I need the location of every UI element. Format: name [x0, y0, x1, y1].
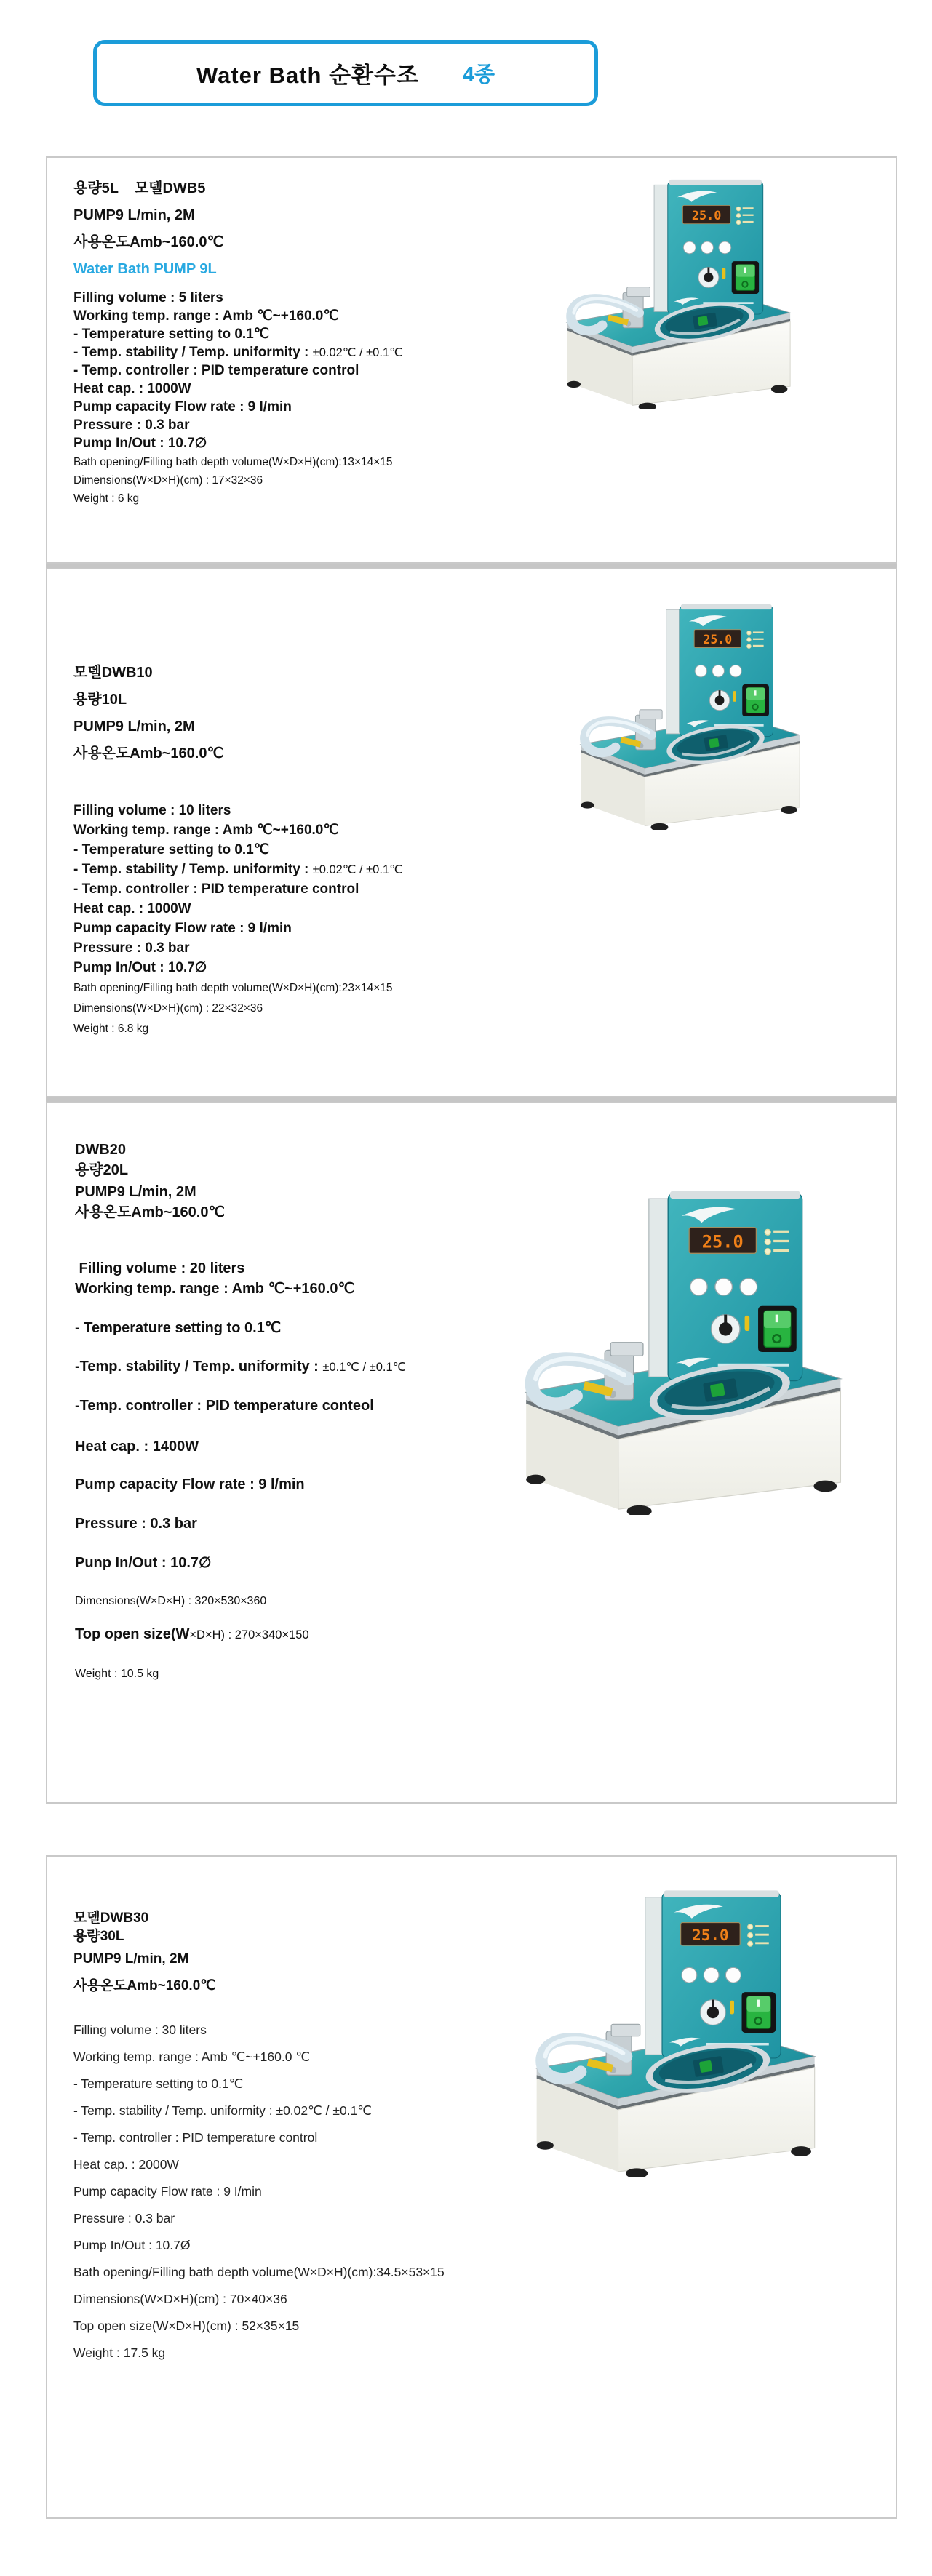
capacity-line: 용량20L — [75, 1162, 129, 1178]
bath-opening-line: Bath opening/Filling bath depth volume(W×D×H)(cm):23×14×15 — [73, 982, 393, 994]
temp-range-line: 사용온도Amb~160.0℃ — [75, 1204, 225, 1220]
page-title: Water Bath 순환수조 — [196, 63, 419, 88]
spec-line: -Temp. stability / Temp. uniformity : ±0.1℃ / ±0.1℃ — [75, 1359, 407, 1375]
spec-line: - Temperature setting to 0.1℃ — [75, 1320, 282, 1336]
weight-line: Weight : 17.5 kg — [73, 2345, 166, 2360]
spec-line: Filling volume : 10 liters — [73, 803, 231, 818]
spec-line: - Temp. stability / Temp. uniformity : ±0.02℃ / ±0.1℃ — [73, 862, 403, 877]
spec-line: Pump capacity Flow rate : 9 l/min — [73, 399, 292, 415]
spec-line: Filling volume : 20 liters — [75, 1260, 245, 1276]
thermometer-icon — [730, 2001, 734, 2015]
product-section-dwb20 — [46, 1102, 897, 1804]
product-section-dwb10 — [46, 568, 897, 1097]
product-photo-dwb30 — [509, 1889, 835, 2177]
spec-line: -Temp. controller : PID temperature conteol — [75, 1398, 374, 1414]
indicator-lamps — [736, 207, 741, 224]
spec-line: Pressure : 0.3 bar — [73, 2211, 175, 2225]
control-buttons — [682, 1967, 741, 1983]
product-photo-dwb20 — [506, 1189, 853, 1515]
spec-line: - Temp. controller : PID temperature control — [73, 2130, 318, 2145]
model-line: DWB20 — [75, 1142, 127, 1158]
spec-line: Working temp. range : Amb ℃~+160.0 ℃ — [73, 2049, 310, 2064]
top-open-size-line: Top open size(W×D×H)(cm) : 52×35×15 — [73, 2319, 300, 2333]
dimensions-line: Dimensions(W×D×H)(cm) : 22×32×36 — [73, 1002, 263, 1015]
temperature-display-value: 25.0 — [691, 208, 722, 223]
model-line: 모델DWB30 — [73, 1911, 149, 1926]
controller-head — [654, 180, 763, 314]
bath-opening-line: Bath opening/Filling bath depth volume(W×D×H)(cm):13×14×15 — [73, 456, 393, 468]
controller-head — [645, 1890, 781, 2058]
product-photo-dwb10 — [542, 603, 833, 830]
spec-line: Pump capacity Flow rate : 9 l/min — [75, 1476, 305, 1492]
pump-line: PUMP9 L/min, 2M — [73, 1951, 189, 1967]
small-spec-list — [73, 453, 403, 508]
spec-line: - Temperature setting to 0.1℃ — [73, 2076, 244, 2091]
spec-line: Pump In/Out : 10.7Ø — [73, 2238, 191, 2252]
top-open-size-line: Top open size(W×D×H) : 270×340×150 — [75, 1626, 309, 1642]
thermometer-icon — [745, 1316, 750, 1331]
dimensions-line: Dimensions(W×D×H)(cm) : 70×40×36 — [73, 2292, 287, 2306]
temperature-display-value: 25.0 — [701, 1231, 744, 1252]
capacity-line: 용량10L — [73, 692, 127, 708]
temp-range-line: 사용온도Amb~160.0℃ — [73, 745, 223, 761]
indicator-lamps — [748, 1924, 753, 1946]
dimensions-line: Dimensions(W×D×H)(cm) : 17×32×36 — [73, 474, 263, 487]
weight-line: Weight : 6.8 kg — [73, 1023, 149, 1035]
spec-list — [73, 289, 403, 452]
spec-line: Pump capacity Flow rate : 9 l/min — [73, 921, 292, 936]
dimensions-line: Dimensions(W×D×H) : 320×530×360 — [75, 1595, 267, 1607]
weight-line: Weight : 10.5 kg — [75, 1668, 159, 1680]
temp-range-line: 사용온도Amb~160.0℃ — [73, 1978, 216, 1993]
spec-line: Heat cap. : 1000W — [73, 381, 191, 396]
small-spec-list — [73, 978, 403, 1039]
spec-line: Pump In/Out : 10.7∅ — [73, 960, 207, 975]
spec-line: Pressure : 0.3 bar — [75, 1516, 197, 1532]
indicator-lamps — [747, 631, 752, 649]
product-section-dwb30 — [46, 1855, 897, 2519]
spec-line: Heat cap. : 1400W — [75, 1439, 199, 1455]
water-bath-illustration — [542, 603, 833, 830]
product-subtitle: Water Bath PUMP 9L — [73, 261, 217, 277]
product-info-dwb30 — [73, 1909, 445, 2367]
spec-line: Filling volume : 5 liters — [73, 290, 223, 305]
spec-line: Heat cap. : 2000W — [73, 2157, 179, 2172]
thermometer-icon — [733, 691, 736, 702]
pump-line: PUMP9 L/min, 2M — [75, 1184, 196, 1200]
spec-line: Working temp. range : Amb ℃~+160.0℃ — [75, 1281, 354, 1297]
spec-line: Pump capacity Flow rate : 9 I/min — [73, 2184, 262, 2199]
spec-line: Working temp. range : Amb ℃~+160.0℃ — [73, 308, 339, 324]
product-photo-dwb5 — [559, 178, 793, 409]
spec-line: - Temperature setting to 0.1℃ — [73, 327, 270, 342]
spec-line: - Temp. controller : PID temperature control — [73, 363, 359, 378]
page-header — [93, 40, 598, 106]
spec-line: - Temperature setting to 0.1℃ — [73, 842, 270, 857]
spec-line: Working temp. range : Amb ℃~+160.0℃ — [73, 823, 339, 838]
spec-line: - Temp. controller : PID temperature control — [73, 881, 359, 897]
water-bath-illustration — [509, 1889, 835, 2177]
water-bath-illustration — [506, 1189, 853, 1515]
model-count-badge: 4종 — [462, 63, 495, 87]
spec-line: Punp In/Out : 10.7∅ — [75, 1555, 212, 1571]
spec-line: Pressure : 0.3 bar — [73, 417, 190, 433]
spec-list — [73, 801, 403, 977]
controller-head — [649, 1191, 802, 1381]
bath-opening-line: Bath opening/Filling bath depth volume(W×D×H)(cm):34.5×53×15 — [73, 2265, 445, 2279]
product-section-dwb5 — [46, 156, 897, 564]
product-info-dwb5 — [73, 175, 403, 508]
spec-line: - Temp. stability / Temp. uniformity : ±0.02℃ / ±0.1℃ — [73, 2103, 372, 2118]
weight-line: Weight : 6 kg — [73, 492, 140, 505]
spec-list — [73, 2017, 445, 2367]
capacity-model-line: 용량5L 모델DWB5 — [73, 180, 206, 196]
temperature-display-value: 25.0 — [692, 1927, 729, 1945]
product-info-dwb10 — [73, 660, 403, 1039]
model-line: 모델DWB10 — [73, 665, 153, 681]
spec-line: Heat cap. : 1000W — [73, 901, 191, 916]
control-buttons — [683, 241, 730, 254]
capacity-line: 용량30L — [73, 1929, 124, 1944]
temperature-display-value: 25.0 — [703, 632, 733, 647]
controller-head — [666, 604, 773, 737]
thermometer-icon — [722, 268, 726, 279]
pump-line: PUMP9 L/min, 2M — [73, 719, 195, 735]
pump-line: PUMP9 L/min, 2M — [73, 207, 195, 223]
indicator-lamps — [765, 1229, 770, 1254]
water-bath-illustration — [559, 178, 793, 409]
spec-line: Pump In/Out : 10.7∅ — [73, 436, 207, 451]
control-buttons — [695, 665, 741, 677]
control-buttons — [690, 1279, 757, 1296]
spec-line: Pressure : 0.3 bar — [73, 940, 190, 956]
spec-line: Filling volume : 30 liters — [73, 2023, 207, 2037]
spec-line: - Temp. stability / Temp. uniformity : ±0.02℃ / ±0.1℃ — [73, 345, 403, 360]
temp-range-line: 사용온도Amb~160.0℃ — [73, 234, 223, 250]
